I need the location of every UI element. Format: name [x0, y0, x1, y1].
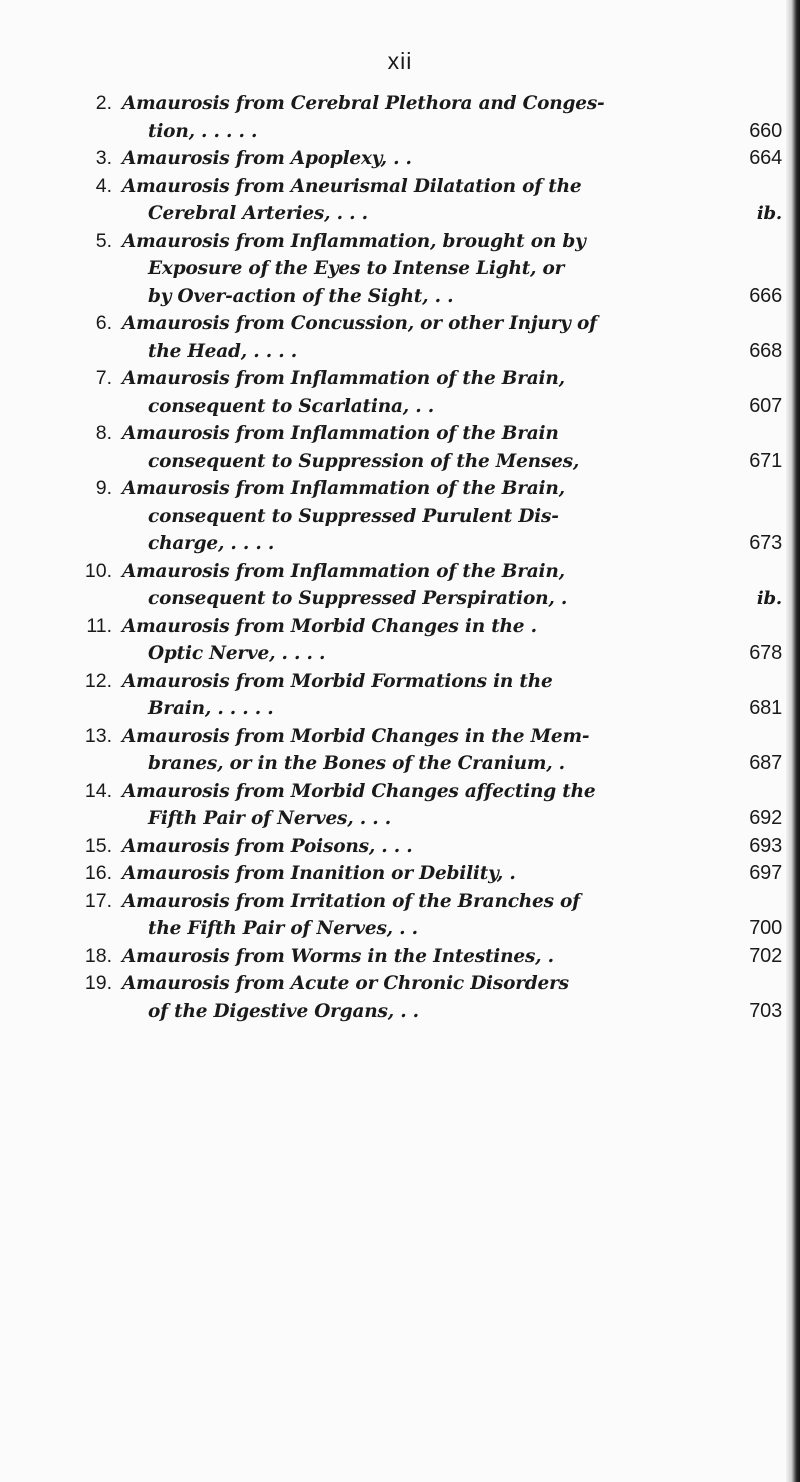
entry-title-text: Cerebral Arteries, . . . — [148, 203, 368, 224]
entry-title-line — [122, 585, 782, 613]
toc-entry — [0, 173, 800, 228]
entry-title-line — [122, 970, 782, 998]
entry-title-line — [122, 833, 782, 861]
entry-title-line — [122, 393, 782, 421]
entry-number: 15. — [84, 834, 112, 857]
entry-page-number: 692 — [749, 807, 782, 829]
entry-page-number: 700 — [749, 917, 782, 939]
entry-title-line — [122, 805, 782, 833]
toc-entry — [0, 860, 800, 888]
entry-page-number: 678 — [749, 642, 782, 664]
entry-number: 8. — [95, 422, 112, 444]
entry-title-line — [122, 255, 782, 283]
entry-title-text: Amaurosis from Concussion, or other Injury of — [122, 313, 597, 334]
table-of-contents — [0, 90, 800, 1025]
entry-page-number: 671 — [749, 449, 782, 472]
entry-title-line — [122, 200, 782, 228]
entry-title-text: consequent to Suppression of the Menses, — [148, 450, 580, 472]
entry-title-line — [122, 888, 782, 916]
entry-page-number: 693 — [749, 834, 782, 857]
entry-number: 10. — [84, 559, 112, 582]
entry-title-text: Exposure of the Eyes to Intense Light, or — [148, 258, 565, 279]
entry-title-line — [122, 640, 782, 668]
entry-title-line — [122, 558, 782, 586]
entry-number: 16. — [84, 862, 112, 884]
toc-entry — [0, 778, 800, 833]
entry-title-line — [122, 530, 782, 558]
entry-title-line — [122, 723, 782, 751]
toc-entry — [0, 475, 800, 558]
entry-title-line — [122, 943, 782, 971]
page-number: xii — [387, 48, 413, 74]
entry-number: 5. — [95, 229, 112, 252]
entry-title-line — [122, 503, 782, 531]
entry-title-text: Amaurosis from Morbid Changes in the Mem- — [122, 725, 590, 747]
entry-title-text: Fifth Pair of Nerves, . . . — [148, 808, 391, 829]
entry-title-line — [122, 750, 782, 778]
entry-title-text: charge, . . . . — [148, 533, 275, 554]
entry-number: 19. — [84, 972, 112, 994]
entry-page-number: ib. — [756, 588, 782, 609]
entry-title-line — [122, 668, 782, 696]
entry-title-line — [122, 915, 782, 943]
entry-title-line — [122, 998, 782, 1026]
entry-page-number: 702 — [749, 944, 782, 967]
toc-entry — [0, 833, 800, 861]
entry-number: 18. — [84, 944, 112, 967]
entry-number: 7. — [95, 367, 112, 389]
entry-title-line — [122, 448, 782, 476]
toc-entry — [0, 90, 800, 145]
entry-title-line — [122, 145, 782, 173]
entry-title-text: Amaurosis from Apoplexy, . . — [122, 148, 412, 169]
toc-entry — [0, 723, 800, 778]
toc-entry — [0, 888, 800, 943]
entry-page-number: 673 — [749, 532, 782, 554]
entry-page-number: 666 — [749, 284, 782, 307]
entry-number: 3. — [95, 147, 112, 169]
entry-title-text: Amaurosis from Inflammation of the Brain, — [122, 368, 565, 389]
entry-number: 4. — [95, 174, 112, 197]
entry-number: 14. — [84, 779, 112, 802]
entry-title-text: the Head, . . . . — [148, 340, 297, 362]
entry-number: 9. — [95, 477, 112, 499]
entry-page-number: 687 — [749, 752, 782, 774]
entry-page-number: 660 — [749, 119, 782, 142]
entry-page-number: 697 — [749, 862, 782, 884]
entry-title-line — [122, 695, 782, 723]
entry-title-text: Amaurosis from Inflammation of the Brain, — [122, 478, 565, 499]
toc-entry — [0, 145, 800, 173]
entry-title-text: Amaurosis from Morbid Changes in the . — [122, 615, 537, 637]
entry-title-text: tion, . . . . . — [148, 120, 258, 142]
entry-title-text: Amaurosis from Morbid Changes affecting the — [122, 780, 596, 802]
entry-title-line — [122, 338, 782, 366]
toc-entry — [0, 970, 800, 1025]
entry-number: 12. — [84, 669, 112, 692]
entry-number: 2. — [95, 92, 112, 114]
toc-entry — [0, 558, 800, 613]
entry-title-text: Amaurosis from Aneurismal Dilatation of the — [122, 175, 582, 197]
entry-title-text: Amaurosis from Inanition or Debility, . — [122, 863, 516, 884]
entry-page-number: 703 — [749, 999, 782, 1022]
entry-title-text: by Over-action of the Sight, . . — [148, 285, 454, 307]
entry-title-line — [122, 173, 782, 201]
entry-title-text: Amaurosis from Poisons, . . . — [122, 835, 413, 857]
entry-title-line — [122, 420, 782, 448]
entry-title-line — [122, 118, 782, 146]
entry-title-line — [122, 90, 782, 118]
entry-title-line — [122, 283, 782, 311]
toc-entry — [0, 668, 800, 723]
entry-title-text: of the Digestive Organs, . . — [148, 1000, 419, 1022]
entry-title-line — [122, 860, 782, 888]
entry-number: 13. — [84, 724, 112, 747]
entry-title-text: branes, or in the Bones of the Cranium, . — [148, 753, 565, 774]
entry-page-number: 607 — [749, 394, 782, 417]
entry-page-number: 664 — [749, 147, 782, 169]
entry-title-text: Amaurosis from Inflammation of the Brain, — [122, 560, 565, 582]
toc-entry — [0, 310, 800, 365]
entry-number: 11. — [86, 614, 112, 637]
entry-title-text: the Fifth Pair of Nerves, . . — [148, 918, 418, 939]
entry-title-text: Optic Nerve, . . . . — [148, 643, 326, 664]
entry-title-line — [122, 228, 782, 256]
entry-title-line — [122, 778, 782, 806]
toc-entry — [0, 420, 800, 475]
entry-title-text: Amaurosis from Cerebral Plethora and Conges- — [122, 93, 605, 114]
entry-title-text: Amaurosis from Inflammation of the Brain — [122, 423, 559, 444]
entry-page-number: ib. — [756, 203, 782, 224]
entry-page-number: 668 — [749, 339, 782, 362]
entry-title-text: consequent to Suppressed Purulent Dis- — [148, 505, 559, 527]
entry-title-line — [122, 365, 782, 393]
entry-title-line — [122, 613, 782, 641]
entry-title-text: consequent to Suppressed Perspiration, . — [148, 588, 568, 609]
toc-entry — [0, 943, 800, 971]
entry-title-text: Amaurosis from Worms in the Intestines, . — [122, 945, 554, 967]
entry-title-line — [122, 310, 782, 338]
entry-page-number: 681 — [749, 697, 782, 719]
entry-title-text: Brain, . . . . . — [148, 698, 274, 719]
entry-number: 17. — [84, 889, 112, 912]
toc-entry — [0, 613, 800, 668]
entry-title-line — [122, 475, 782, 503]
entry-title-text: Amaurosis from Morbid Formations in the — [122, 670, 553, 692]
toc-entry — [0, 365, 800, 420]
toc-entry — [0, 228, 800, 311]
entry-title-text: consequent to Scarlatina, . . — [148, 395, 434, 417]
entry-number: 6. — [95, 312, 112, 334]
entry-title-text: Amaurosis from Inflammation, brought on by — [122, 230, 586, 252]
entry-title-text: Amaurosis from Irritation of the Branches of — [122, 890, 580, 912]
entry-title-text: Amaurosis from Acute or Chronic Disorders — [122, 973, 569, 994]
